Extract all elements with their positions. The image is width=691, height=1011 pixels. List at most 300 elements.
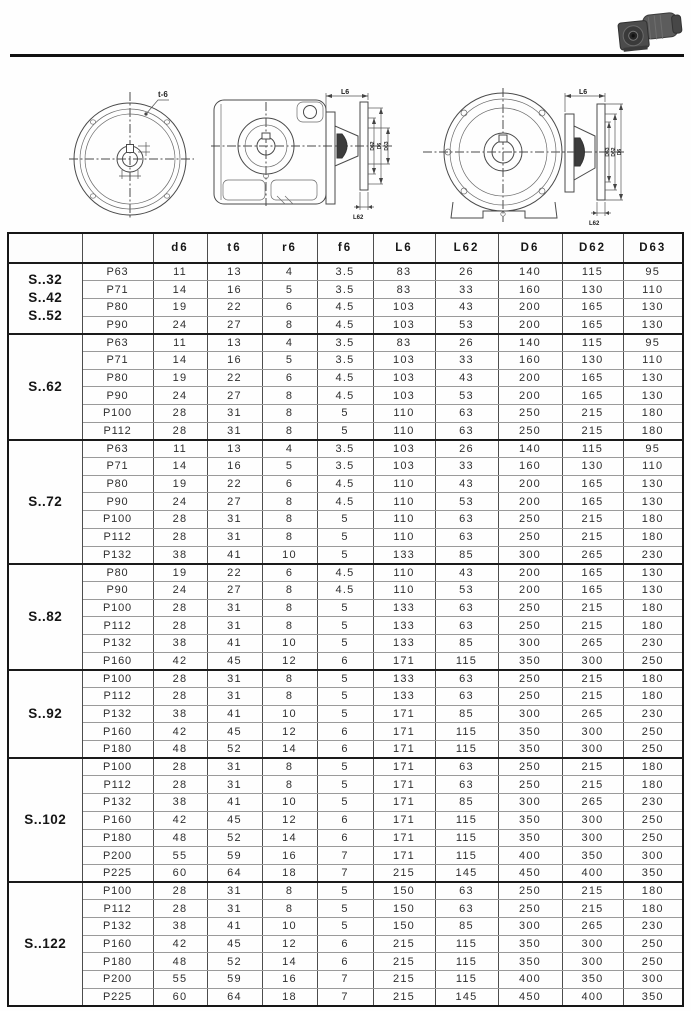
value-cell: 27	[207, 387, 262, 405]
value-cell: 140	[498, 440, 562, 458]
table-row	[8, 298, 683, 316]
table-row	[8, 652, 683, 670]
value-cell: 215	[562, 776, 623, 794]
value-cell: 28	[153, 422, 207, 440]
value-cell: 300	[562, 741, 623, 759]
value-cell: 103	[373, 351, 435, 369]
value-cell: 5	[317, 617, 373, 635]
value-cell: 13	[207, 263, 262, 281]
value-cell: 41	[207, 794, 262, 812]
value-cell: 63	[435, 758, 498, 776]
table-row	[8, 882, 683, 900]
value-cell: 4.5	[317, 581, 373, 599]
motor-size-cell: P90	[82, 387, 153, 405]
value-cell: 4.5	[317, 475, 373, 493]
value-cell: 31	[207, 405, 262, 423]
value-cell: 110	[623, 281, 683, 299]
series-group	[8, 670, 683, 758]
value-cell: 33	[435, 351, 498, 369]
table-row	[8, 316, 683, 334]
value-cell: 115	[562, 263, 623, 281]
value-cell: 24	[153, 493, 207, 511]
table-row	[8, 811, 683, 829]
value-cell: 43	[435, 369, 498, 387]
value-cell: 4.5	[317, 564, 373, 582]
value-cell: 63	[435, 528, 498, 546]
value-cell: 230	[623, 634, 683, 652]
value-cell: 115	[435, 971, 498, 989]
spec-table	[7, 232, 684, 1007]
value-cell: 250	[498, 776, 562, 794]
value-cell: 10	[262, 917, 317, 935]
value-cell: 42	[153, 652, 207, 670]
value-cell: 350	[498, 811, 562, 829]
value-cell: 12	[262, 652, 317, 670]
value-cell: 8	[262, 758, 317, 776]
motor-size-cell: P100	[82, 511, 153, 529]
value-cell: 110	[373, 528, 435, 546]
value-cell: 171	[373, 794, 435, 812]
value-cell: 64	[207, 864, 262, 882]
value-cell: 180	[623, 599, 683, 617]
value-cell: 28	[153, 617, 207, 635]
table-header	[8, 233, 683, 263]
value-cell: 300	[562, 829, 623, 847]
value-cell: 7	[317, 971, 373, 989]
value-cell: 250	[498, 528, 562, 546]
value-cell: 7	[317, 988, 373, 1006]
value-cell: 165	[562, 493, 623, 511]
value-cell: 6	[317, 741, 373, 759]
value-cell: 130	[562, 351, 623, 369]
value-cell: 103	[373, 387, 435, 405]
value-cell: 5	[317, 599, 373, 617]
value-cell: 24	[153, 581, 207, 599]
value-cell: 350	[623, 988, 683, 1006]
value-cell: 300	[562, 811, 623, 829]
value-cell: 16	[262, 971, 317, 989]
value-cell: 19	[153, 475, 207, 493]
value-cell: 4.5	[317, 387, 373, 405]
value-cell: 265	[562, 917, 623, 935]
motor-size-cell: P80	[82, 475, 153, 493]
value-cell: 18	[262, 864, 317, 882]
value-cell: 59	[207, 971, 262, 989]
value-cell: 110	[373, 475, 435, 493]
value-cell: 350	[498, 723, 562, 741]
value-cell: 45	[207, 935, 262, 953]
value-cell: 8	[262, 617, 317, 635]
value-cell: 12	[262, 723, 317, 741]
value-cell: 41	[207, 546, 262, 564]
value-cell: 42	[153, 723, 207, 741]
value-cell: 250	[498, 900, 562, 918]
value-cell: 95	[623, 440, 683, 458]
value-cell: 115	[435, 811, 498, 829]
table-row	[8, 776, 683, 794]
value-cell: 14	[262, 741, 317, 759]
value-cell: 63	[435, 599, 498, 617]
value-cell: 115	[435, 741, 498, 759]
value-cell: 85	[435, 917, 498, 935]
value-cell: 63	[435, 422, 498, 440]
value-cell: 8	[262, 776, 317, 794]
value-cell: 350	[562, 971, 623, 989]
value-cell: 265	[562, 546, 623, 564]
value-cell: 130	[623, 493, 683, 511]
value-cell: 5	[317, 758, 373, 776]
value-cell: 31	[207, 670, 262, 688]
motor-size-cell: P132	[82, 634, 153, 652]
value-cell: 215	[373, 971, 435, 989]
value-cell: 103	[373, 316, 435, 334]
value-cell: 43	[435, 475, 498, 493]
value-cell: 4.5	[317, 298, 373, 316]
value-cell: 6	[317, 935, 373, 953]
table-row	[8, 758, 683, 776]
value-cell: 12	[262, 935, 317, 953]
value-cell: 3.5	[317, 281, 373, 299]
value-cell: 145	[435, 988, 498, 1006]
table-row	[8, 988, 683, 1006]
value-cell: 103	[373, 298, 435, 316]
motor-size-cell: P112	[82, 900, 153, 918]
value-cell: 215	[562, 511, 623, 529]
value-cell: 10	[262, 546, 317, 564]
value-cell: 133	[373, 546, 435, 564]
value-cell: 115	[562, 334, 623, 352]
dimension-table-wrap	[7, 232, 684, 1007]
value-cell: 5	[317, 634, 373, 652]
table-row	[8, 723, 683, 741]
value-cell: 14	[262, 953, 317, 971]
motor-size-cell: P112	[82, 617, 153, 635]
value-cell: 215	[373, 953, 435, 971]
value-cell: 5	[317, 794, 373, 812]
value-cell: 130	[562, 281, 623, 299]
table-row	[8, 387, 683, 405]
motor-size-cell: P180	[82, 829, 153, 847]
value-cell: 42	[153, 811, 207, 829]
value-cell: 350	[498, 829, 562, 847]
value-cell: 5	[262, 281, 317, 299]
value-cell: 115	[435, 935, 498, 953]
value-cell: 110	[373, 581, 435, 599]
motor-size-cell: P160	[82, 935, 153, 953]
group-label: S..72	[8, 440, 82, 564]
value-cell: 200	[498, 564, 562, 582]
table-row	[8, 670, 683, 688]
value-cell: 5	[317, 882, 373, 900]
value-cell: 8	[262, 581, 317, 599]
value-cell: 180	[623, 688, 683, 706]
value-cell: 31	[207, 776, 262, 794]
value-cell: 31	[207, 599, 262, 617]
table-row	[8, 794, 683, 812]
value-cell: 300	[623, 971, 683, 989]
value-cell: 230	[623, 546, 683, 564]
value-cell: 83	[373, 334, 435, 352]
value-cell: 31	[207, 617, 262, 635]
value-cell: 5	[317, 688, 373, 706]
value-cell: 7	[317, 864, 373, 882]
value-cell: 16	[207, 281, 262, 299]
value-cell: 5	[317, 528, 373, 546]
value-cell: 8	[262, 528, 317, 546]
value-cell: 165	[562, 387, 623, 405]
value-cell: 6	[317, 652, 373, 670]
value-cell: 5	[317, 917, 373, 935]
value-cell: 350	[498, 652, 562, 670]
value-cell: 19	[153, 298, 207, 316]
value-cell: 103	[373, 458, 435, 476]
value-cell: 130	[623, 387, 683, 405]
value-cell: 215	[562, 528, 623, 546]
value-cell: 230	[623, 705, 683, 723]
group-label: S..32 S..42 S..52	[8, 263, 82, 334]
value-cell: 59	[207, 847, 262, 865]
value-cell: 171	[373, 811, 435, 829]
value-cell: 55	[153, 847, 207, 865]
motor-size-cell: P63	[82, 440, 153, 458]
table-row	[8, 405, 683, 423]
motor-size-cell: P112	[82, 688, 153, 706]
col-header-d6: d6	[153, 233, 207, 263]
value-cell: 200	[498, 493, 562, 511]
value-cell: 5	[317, 546, 373, 564]
value-cell: 31	[207, 511, 262, 529]
motor-size-cell: P225	[82, 864, 153, 882]
value-cell: 115	[562, 440, 623, 458]
value-cell: 350	[623, 864, 683, 882]
table-row	[8, 900, 683, 918]
value-cell: 171	[373, 705, 435, 723]
value-cell: 3.5	[317, 440, 373, 458]
table-row	[8, 546, 683, 564]
value-cell: 28	[153, 599, 207, 617]
value-cell: 48	[153, 829, 207, 847]
value-cell: 250	[623, 829, 683, 847]
value-cell: 8	[262, 493, 317, 511]
value-cell: 60	[153, 988, 207, 1006]
value-cell: 180	[623, 528, 683, 546]
value-cell: 130	[623, 581, 683, 599]
value-cell: 28	[153, 528, 207, 546]
motor-size-cell: P112	[82, 528, 153, 546]
value-cell: 10	[262, 794, 317, 812]
value-cell: 24	[153, 316, 207, 334]
series-group	[8, 263, 683, 334]
value-cell: 14	[153, 351, 207, 369]
col-header-d63: D63	[623, 233, 683, 263]
value-cell: 26	[435, 334, 498, 352]
value-cell: 115	[435, 953, 498, 971]
value-cell: 8	[262, 511, 317, 529]
value-cell: 250	[623, 953, 683, 971]
value-cell: 31	[207, 900, 262, 918]
value-cell: 180	[623, 776, 683, 794]
value-cell: 28	[153, 511, 207, 529]
value-cell: 115	[435, 652, 498, 670]
value-cell: 215	[562, 758, 623, 776]
value-cell: 115	[435, 847, 498, 865]
value-cell: 5	[262, 351, 317, 369]
value-cell: 85	[435, 546, 498, 564]
value-cell: 230	[623, 794, 683, 812]
value-cell: 28	[153, 670, 207, 688]
table-row	[8, 351, 683, 369]
value-cell: 400	[498, 847, 562, 865]
value-cell: 45	[207, 652, 262, 670]
motor-size-cell: P100	[82, 599, 153, 617]
value-cell: 22	[207, 298, 262, 316]
value-cell: 5	[317, 422, 373, 440]
motor-size-cell: P100	[82, 670, 153, 688]
value-cell: 38	[153, 705, 207, 723]
value-cell: 52	[207, 829, 262, 847]
value-cell: 165	[562, 475, 623, 493]
value-cell: 28	[153, 405, 207, 423]
value-cell: 8	[262, 422, 317, 440]
value-cell: 215	[562, 405, 623, 423]
value-cell: 140	[498, 334, 562, 352]
value-cell: 115	[435, 723, 498, 741]
value-cell: 165	[562, 316, 623, 334]
value-cell: 130	[623, 298, 683, 316]
value-cell: 10	[262, 705, 317, 723]
value-cell: 4.5	[317, 316, 373, 334]
value-cell: 171	[373, 723, 435, 741]
value-cell: 180	[623, 900, 683, 918]
value-cell: 171	[373, 758, 435, 776]
motor-size-cell: P180	[82, 741, 153, 759]
value-cell: 53	[435, 581, 498, 599]
value-cell: 13	[207, 440, 262, 458]
flange-front-view-drawing	[66, 86, 206, 220]
value-cell: 6	[317, 811, 373, 829]
value-cell: 16	[262, 847, 317, 865]
table-row	[8, 847, 683, 865]
value-cell: 45	[207, 723, 262, 741]
value-cell: 180	[623, 617, 683, 635]
motor-size-cell: P100	[82, 882, 153, 900]
value-cell: 300	[562, 953, 623, 971]
value-cell: 171	[373, 652, 435, 670]
table-row	[8, 864, 683, 882]
series-group	[8, 564, 683, 670]
value-cell: 13	[207, 334, 262, 352]
value-cell: 171	[373, 776, 435, 794]
value-cell: 18	[262, 988, 317, 1006]
value-cell: 300	[562, 723, 623, 741]
value-cell: 5	[317, 900, 373, 918]
col-header-l62: L62	[435, 233, 498, 263]
value-cell: 160	[498, 458, 562, 476]
value-cell: 48	[153, 953, 207, 971]
value-cell: 26	[435, 263, 498, 281]
dim-l62-label: L62	[353, 215, 364, 221]
motor-size-cell: P100	[82, 405, 153, 423]
table-row	[8, 458, 683, 476]
group-label: S..82	[8, 564, 82, 670]
motor-size-cell: P132	[82, 705, 153, 723]
value-cell: 28	[153, 900, 207, 918]
value-cell: 250	[623, 723, 683, 741]
table-row	[8, 369, 683, 387]
value-cell: 8	[262, 405, 317, 423]
col-header-r6: r6	[262, 233, 317, 263]
value-cell: 250	[498, 599, 562, 617]
divider-rule	[10, 54, 684, 57]
motor-size-cell: P132	[82, 794, 153, 812]
table-row	[8, 829, 683, 847]
value-cell: 28	[153, 688, 207, 706]
value-cell: 63	[435, 511, 498, 529]
value-cell: 200	[498, 316, 562, 334]
value-cell: 250	[623, 652, 683, 670]
value-cell: 133	[373, 599, 435, 617]
value-cell: 110	[623, 351, 683, 369]
value-cell: 83	[373, 281, 435, 299]
value-cell: 60	[153, 864, 207, 882]
value-cell: 63	[435, 900, 498, 918]
value-cell: 5	[317, 776, 373, 794]
value-cell: 6	[317, 723, 373, 741]
value-cell: 180	[623, 511, 683, 529]
value-cell: 250	[498, 758, 562, 776]
value-cell: 265	[562, 794, 623, 812]
motor-size-cell: P200	[82, 847, 153, 865]
value-cell: 6	[262, 369, 317, 387]
value-cell: 215	[373, 864, 435, 882]
value-cell: 43	[435, 564, 498, 582]
value-cell: 8	[262, 882, 317, 900]
value-cell: 10	[262, 634, 317, 652]
value-cell: 215	[562, 617, 623, 635]
value-cell: 27	[207, 581, 262, 599]
table-row	[8, 599, 683, 617]
value-cell: 110	[373, 422, 435, 440]
value-cell: 215	[373, 988, 435, 1006]
value-cell: 3.5	[317, 334, 373, 352]
value-cell: 150	[373, 882, 435, 900]
motor-size-cell: P71	[82, 458, 153, 476]
value-cell: 180	[623, 670, 683, 688]
value-cell: 140	[498, 263, 562, 281]
value-cell: 400	[562, 988, 623, 1006]
table-row	[8, 493, 683, 511]
col-header-d62: D62	[562, 233, 623, 263]
table-row	[8, 971, 683, 989]
value-cell: 95	[623, 263, 683, 281]
value-cell: 300	[498, 917, 562, 935]
value-cell: 165	[562, 581, 623, 599]
value-cell: 14	[153, 281, 207, 299]
motor-size-cell: P160	[82, 811, 153, 829]
dim-d6-label: D6	[377, 142, 383, 150]
value-cell: 5	[317, 670, 373, 688]
value-cell: 22	[207, 564, 262, 582]
dim-d63-label: D63	[605, 147, 611, 157]
value-cell: 300	[623, 847, 683, 865]
value-cell: 8	[262, 670, 317, 688]
motor-size-cell: P71	[82, 351, 153, 369]
value-cell: 400	[562, 864, 623, 882]
value-cell: 300	[562, 935, 623, 953]
value-cell: 55	[153, 971, 207, 989]
value-cell: 4.5	[317, 369, 373, 387]
value-cell: 11	[153, 440, 207, 458]
